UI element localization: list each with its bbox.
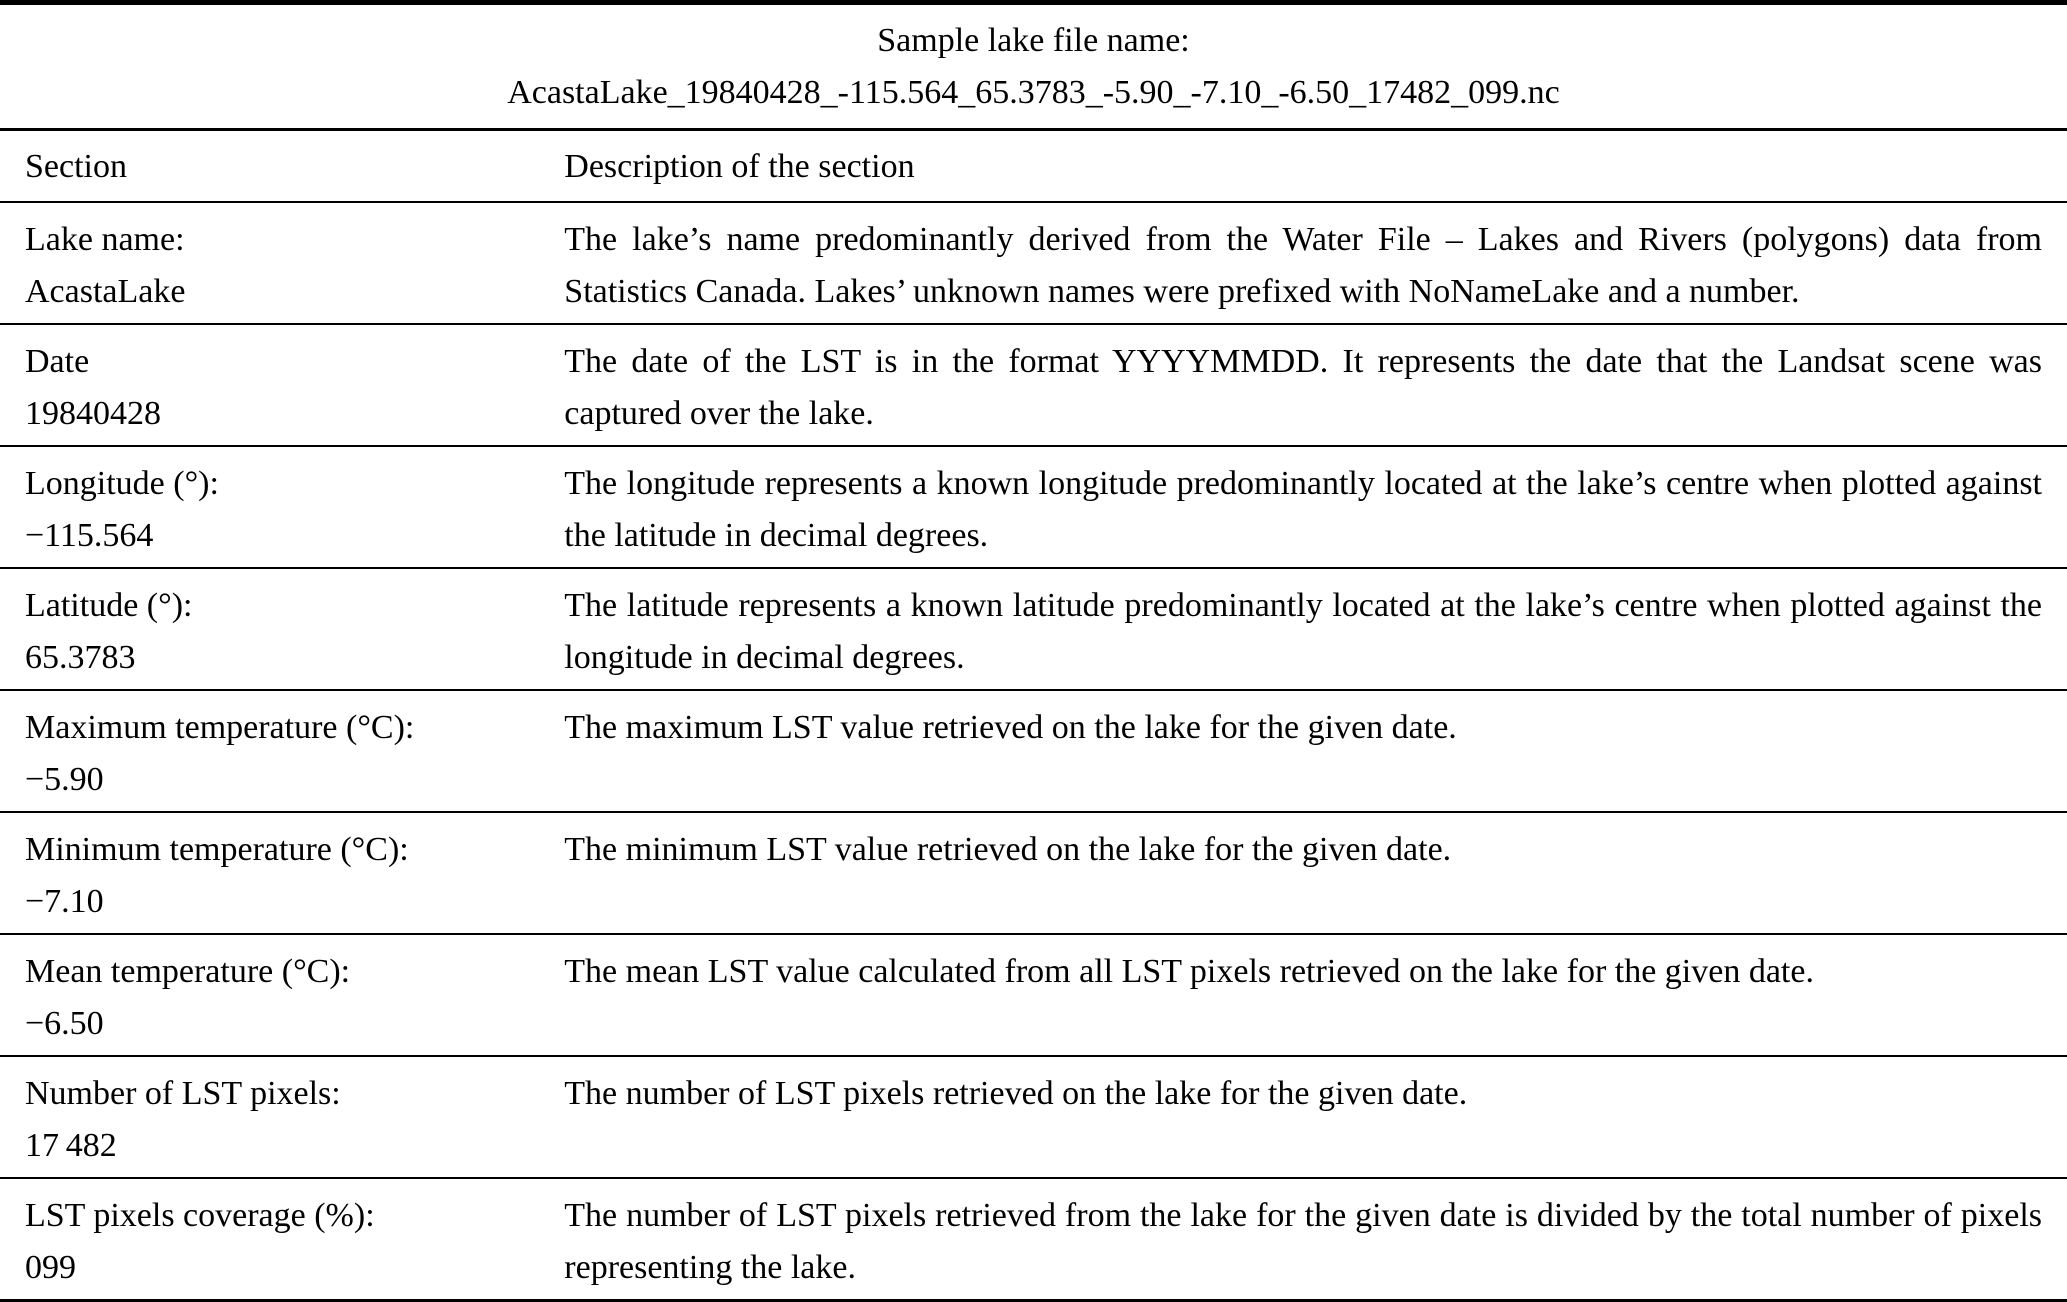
description-cell: The latitude represents a known latitude predominantly located at the lake’s centre when plotted against the longitude in decimal degrees. [564,568,2067,690]
row-label: Number of LST pixels: [25,1075,341,1112]
section-cell-maximum-temperature [0,690,564,812]
row-value: −6.50 [25,1005,104,1042]
description-cell: The lake’s name predominantly derived from the Water File – Lakes and Rivers (polygons) data from Statistics Canada. Lakes’ unknown names were prefixed with NoNameLake and a number. [564,202,2067,324]
column-header-description: Description of the section [564,131,2067,202]
description-cell: The number of LST pixels retrieved from the lake for the given date is divided by the total number of pixels representing the lake. [564,1197,2042,1286]
section-cell-minimum-temperature [0,812,564,934]
row-value: 17 482 [25,1127,117,1164]
section-cell-lst-pixels-coverage [0,1178,564,1299]
sample-file-name: AcastaLake_19840428_-115.564_65.3783_-5.90_-7.10_-6.50_17482_099.nc [507,74,1560,111]
table-header [0,131,2067,202]
row-label: Latitude (°): [25,587,193,624]
row-label: Longitude (°): [25,465,219,502]
description-cell: The longitude represents a known longitude predominantly located at the lake’s centre when plotted against the latitude in decimal degrees. [564,446,2067,568]
description-cell: The mean LST value calculated from all LST pixels retrieved on the lake for the given date. [564,934,2067,1056]
description-cell: The minimum LST value retrieved on the lake for the given date. [564,812,2067,934]
row-value: −7.10 [25,883,104,920]
row-value: 65.3783 [25,639,136,676]
section-description-table [0,131,2067,1299]
row-label: Minimum temperature (°C): [25,831,409,868]
table-row [0,202,2067,324]
row-label: Date [25,343,90,380]
table-caption [0,5,2067,131]
description-cell: The maximum LST value retrieved on the lake for the given date. [564,690,2067,812]
section-cell-number-of-lst-pixels [0,1056,564,1178]
row-value: 099 [25,1249,76,1286]
row-label: Maximum temperature (°C): [25,709,415,746]
column-header-section: Section [0,131,564,202]
table-row [0,1056,2067,1178]
row-label: Lake name: [25,221,185,258]
section-cell-mean-temperature [0,934,564,1056]
row-value: AcastaLake [25,273,186,310]
section-cell-latitude [0,568,564,690]
row-label: Mean temperature (°C): [25,953,351,990]
table-row [0,446,2067,568]
row-value: −5.90 [25,761,104,798]
row-label: LST pixels coverage (%): [25,1197,375,1234]
description-cell: The number of LST pixels retrieved on the lake for the given date. [564,1056,2067,1178]
section-cell-lake-name [0,202,564,324]
table-row [0,1178,2067,1299]
table-row [0,812,2067,934]
description-cell: The date of the LST is in the format YYYYMMDD. It represents the date that the Landsat scene was captured over the lake. [564,324,2067,446]
table-row [0,690,2067,812]
row-value: −115.564 [25,517,154,554]
section-cell-longitude [0,446,564,568]
table-row [0,324,2067,446]
table-row [0,568,2067,690]
table-row [0,934,2067,1056]
row-value: 19840428 [25,395,161,432]
caption-title: Sample lake file name: [877,22,1190,59]
section-cell-date [0,324,564,446]
